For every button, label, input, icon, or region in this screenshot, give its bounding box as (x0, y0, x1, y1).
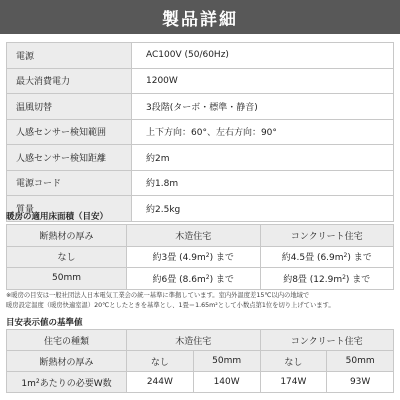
spec-value: 約2m (132, 145, 394, 171)
spec-row (7, 68, 394, 94)
spec-row (7, 94, 394, 120)
wood-area-cell: 約3畳 $(4.9m^2)$ まで (127, 246, 261, 268)
col-concrete-header: コンクリート住宅 (260, 225, 394, 247)
spec-value: 上下方向：60°、左右方向：90° (132, 119, 394, 145)
col-wood-header: 木造住宅 (127, 330, 261, 351)
spec-label: 最大消費電力 (7, 68, 132, 94)
area-suffix: ) まで (209, 274, 234, 285)
page-header (0, 0, 400, 34)
watt-row-label: $1m^2$あたりの必要W数 (7, 372, 127, 393)
reference-table (6, 329, 394, 393)
watt-value: 93W (327, 372, 394, 393)
spec-label: 電源コード (7, 170, 132, 196)
floor-area-title: 暖房の適用床面積（目安） (6, 212, 109, 222)
spec-value: AC100V (50/60Hz) (132, 43, 394, 69)
spec-label: 温風切替 (7, 94, 132, 120)
table-row (7, 372, 394, 393)
footnote-line: ※暖房の目安は一般社団法人日本電気工業会の統一基準に準拠しています。室内外温度差15℃以内の地域で (6, 292, 310, 299)
spec-row (7, 170, 394, 196)
col-concrete-header: コンクリート住宅 (260, 330, 394, 351)
area-suffix: ) まで (209, 253, 234, 264)
watt-label-pre: 1m (21, 378, 36, 389)
concrete-area-cell: 約8畳 $(12.9m^2)$ まで (260, 268, 394, 290)
insulation-row-label: 断熱材の厚み (7, 351, 127, 372)
footnote (6, 291, 396, 311)
spec-row (7, 43, 394, 69)
col-wood-header: 木造住宅 (127, 225, 261, 247)
spec-table (6, 42, 394, 222)
insulation-value: なし (127, 351, 194, 372)
watt-value: 174W (260, 372, 327, 393)
area-value: 約8畳 (12.9m (283, 274, 343, 285)
insulation-value: 50mm (193, 351, 260, 372)
insulation-label: 50mm (7, 268, 127, 290)
col-house-type-header: 住宅の種類 (7, 330, 127, 351)
footnote-line: 暖房設定温度（暖房快適室温）20℃としたときを基準とし、1畳＝1.65m²として小数点第1位を切り上げています。 (6, 302, 335, 309)
insulation-value: なし (260, 351, 327, 372)
insulation-label: なし (7, 246, 127, 268)
spec-value: 約1.8m (132, 170, 394, 196)
table-row (7, 246, 394, 268)
spec-value: 約2.5kg (132, 196, 394, 222)
spec-label: 人感センサー検知範囲 (7, 119, 132, 145)
watt-label-post: あたりの必要W数 (39, 378, 112, 389)
area-suffix: ) まで (347, 253, 372, 264)
concrete-area-cell: 約4.5畳 $(6.9m^2)$ まで (260, 246, 394, 268)
floor-area-table (6, 224, 394, 290)
table-row (7, 268, 394, 290)
area-suffix: ) まで (345, 274, 371, 285)
area-value: 約4.5畳 (6.9m (281, 253, 344, 264)
spec-row (7, 119, 394, 145)
table-header-row (7, 330, 394, 351)
area-value: 約3畳 (4.9m (152, 253, 206, 264)
spec-label: 電源 (7, 43, 132, 69)
spec-value: 1200W (132, 68, 394, 94)
spec-label: 人感センサー検知距離 (7, 145, 132, 171)
col-insulation-header: 断熱材の厚み (7, 225, 127, 247)
watt-value: 244W (127, 372, 194, 393)
spec-value: 3段階(ターボ・標準・静音) (132, 94, 394, 120)
reference-title: 目安表示値の基準値 (6, 318, 83, 328)
table-row (7, 351, 394, 372)
page-title: 製品詳細 (162, 9, 238, 30)
spec-row (7, 145, 394, 171)
area-value: 約6畳 (8.6m (152, 274, 206, 285)
table-header-row (7, 225, 394, 247)
spec-label: 質量 (7, 196, 132, 222)
wood-area-cell: 約6畳 $(8.6m^2)$ まで (127, 268, 261, 290)
insulation-value: 50mm (327, 351, 394, 372)
watt-value: 140W (193, 372, 260, 393)
